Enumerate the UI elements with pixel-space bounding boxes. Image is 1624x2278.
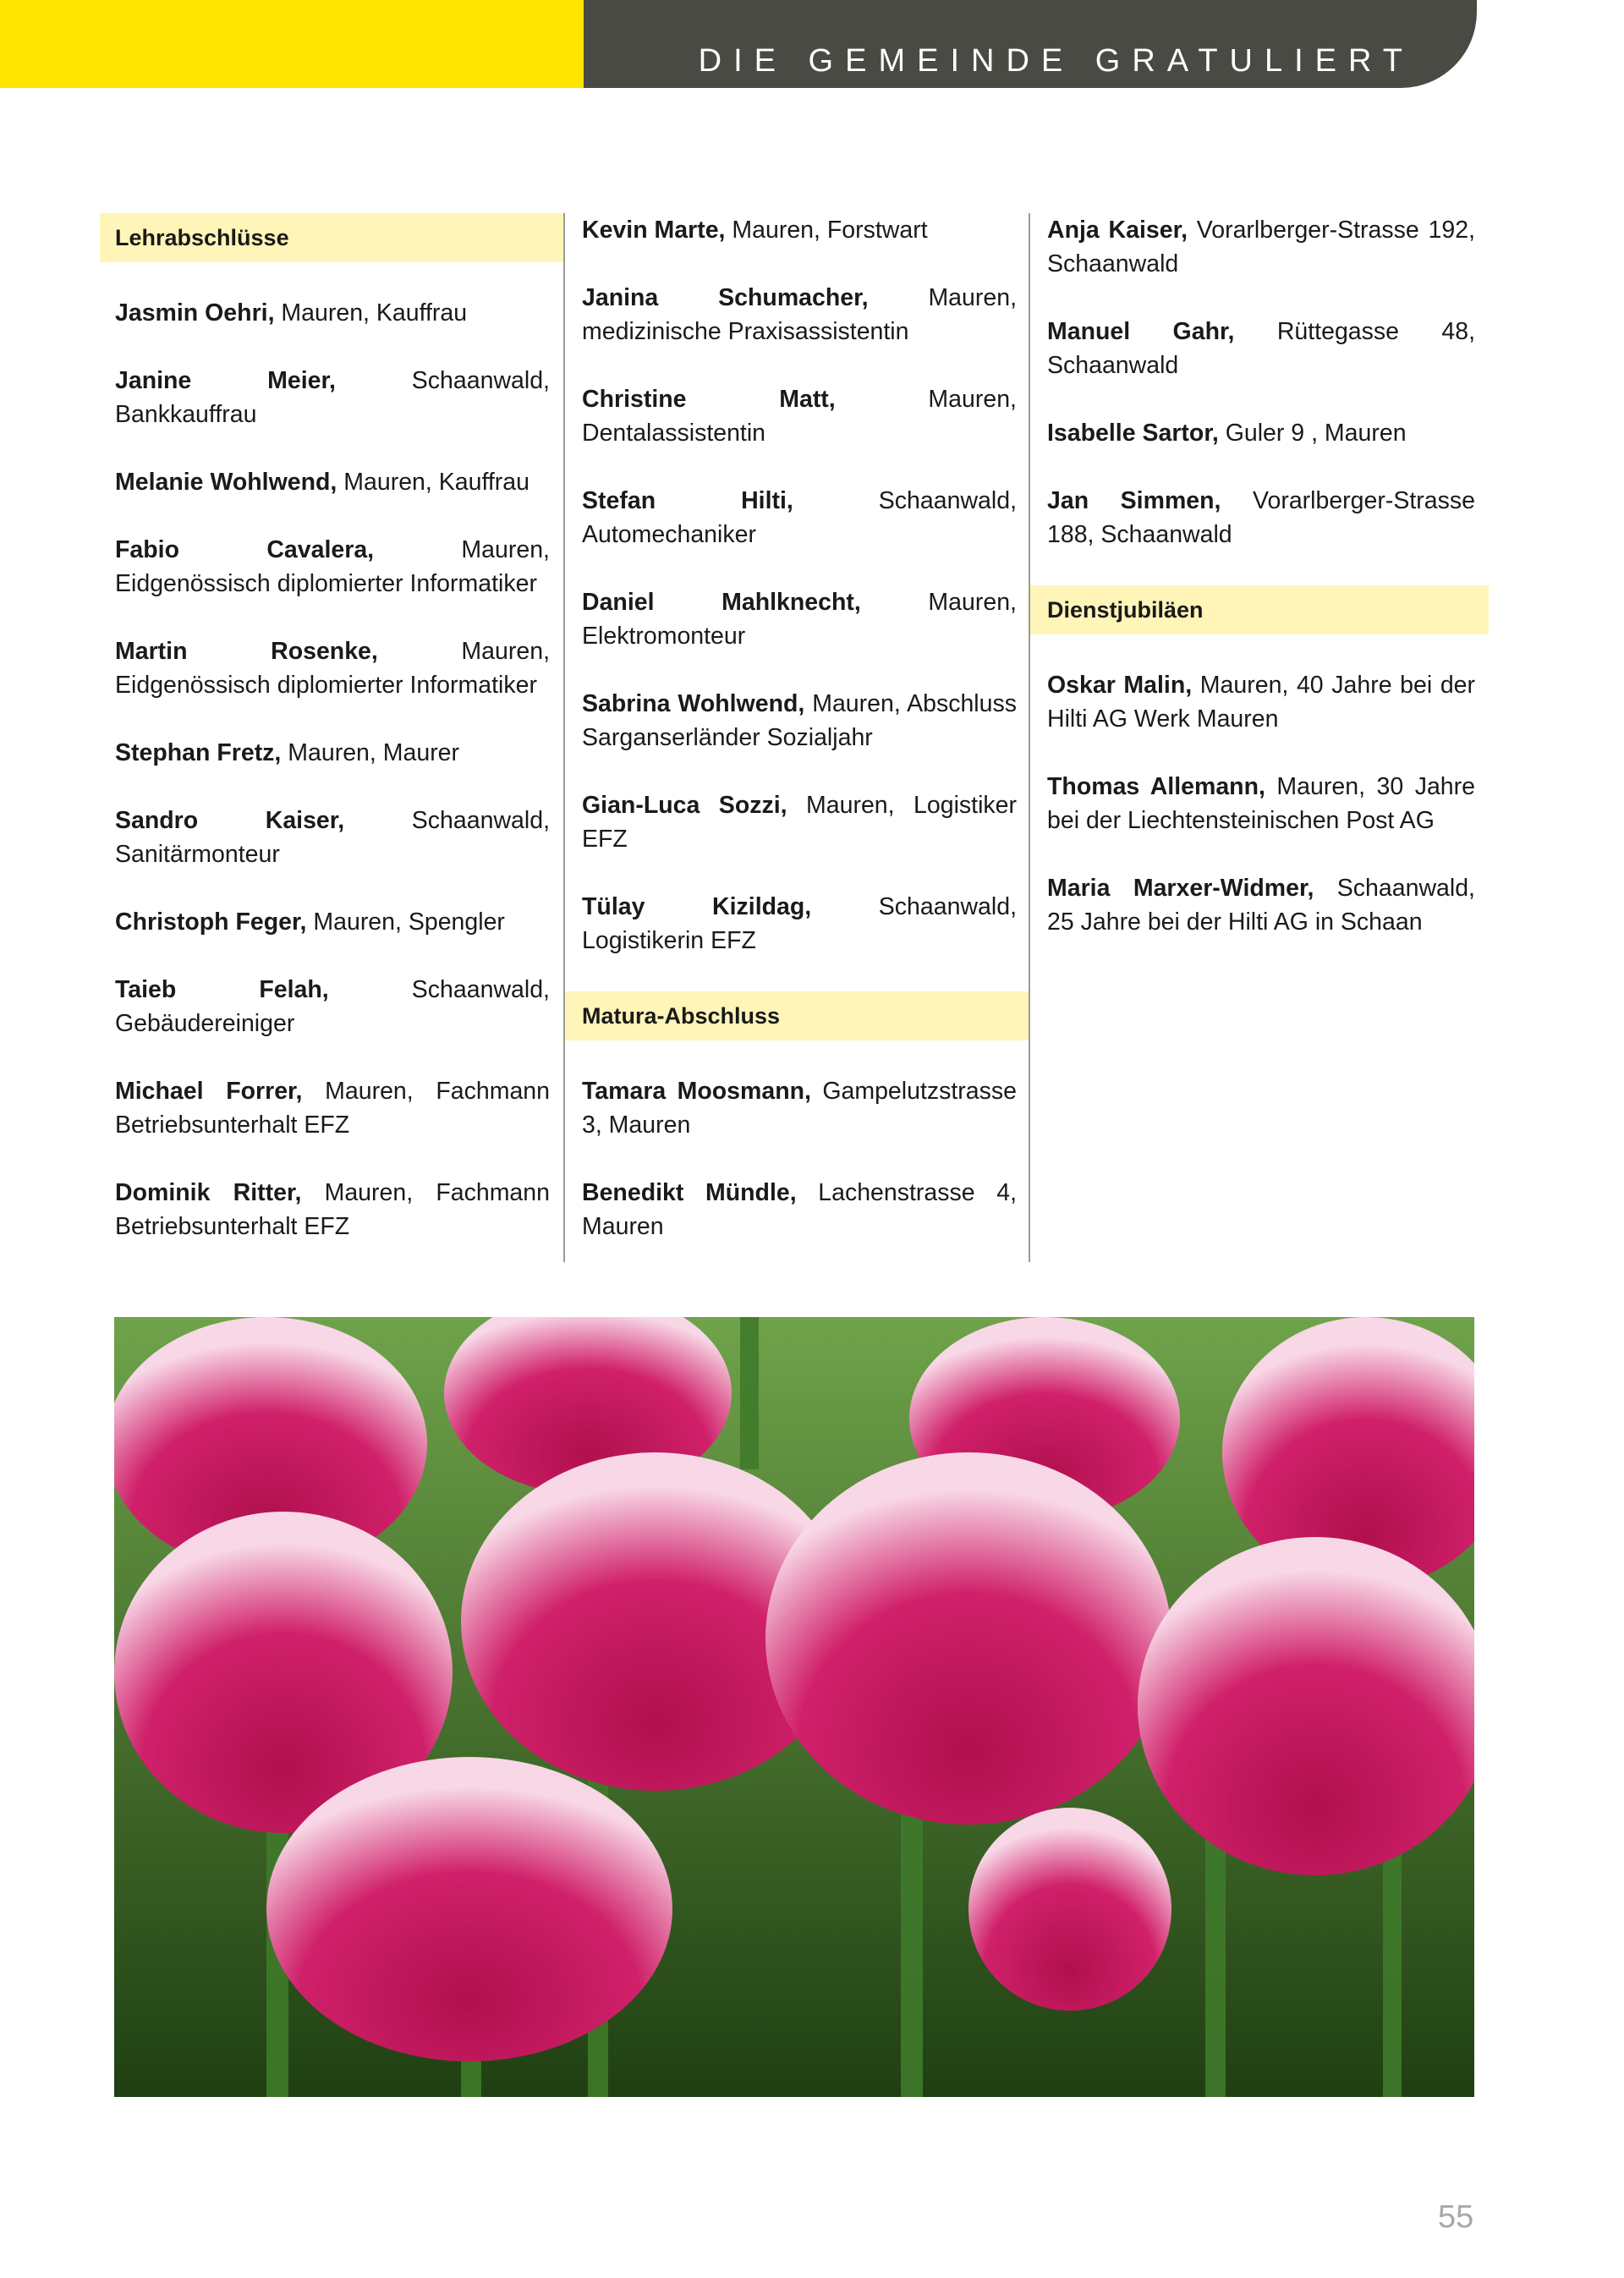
list-item [100,905,563,939]
tulip-photo [114,1317,1474,2097]
list-item [565,213,1030,247]
person-name: Stephan Fretz, [115,739,282,766]
person-name: Martin Rosenke, [115,638,378,665]
column-1 [100,213,563,1277]
list-item [565,281,1030,349]
person-name: Jasmin Oehri, [115,299,275,327]
person-details: Mauren, Maurer [281,739,460,766]
list-item [565,890,1030,958]
list-item [100,533,563,601]
header-title: DIE GEMEINDE GRATULIERT [698,43,1414,79]
list-item [565,382,1030,450]
person-details: Mauren, 40 Jahre bei der Hilti AG Werk Mauren [1047,672,1476,733]
person-name: Christoph Feger, [115,908,307,936]
list-item [1030,416,1489,450]
person-details: Mauren, Kauffrau [337,469,529,496]
person-name: Christine Matt, [582,386,836,413]
section-heading: Matura-Abschluss [565,991,1030,1040]
person-name: Jan Simmen, [1047,487,1221,514]
person-details: Schaanwald, Gebäudereiniger [115,976,550,1037]
person-name: Sandro Kaiser, [115,807,345,834]
list-item [100,973,563,1040]
list-item [100,364,563,431]
person-details: Mauren, Kauffrau [274,299,468,327]
person-details: Schaanwald, Bankkauffrau [115,367,550,428]
list-item [100,634,563,702]
person-details: Mauren, Logistiker EFZ [582,792,1017,853]
tulip-photo-illustration [114,1317,1474,2097]
column-2 [563,213,1030,1262]
list-item [1030,315,1489,382]
person-details: Schaanwald, Automechaniker [582,487,1017,548]
list-item [100,804,563,871]
list-item [565,585,1030,653]
person-name: Fabio Cavalera, [115,536,375,563]
person-details: Mauren, Abschluss Sarganserländer Sozialjahr [582,690,1017,751]
list-item [100,1176,563,1243]
person-name: Melanie Wohlwend, [115,469,337,496]
list-item [565,687,1030,755]
person-name: Michael Forrer, [115,1078,303,1105]
person-details: Schaanwald, 25 Jahre bei der Hilti AG in Schaan [1047,875,1475,936]
list-item [100,465,563,499]
person-name: Dominik Ritter, [115,1179,302,1206]
list-item [100,1074,563,1142]
person-name: Stefan Hilti, [582,487,793,514]
person-details: Mauren, Dentalassistentin [582,386,1017,447]
person-name: Benedikt Mündle, [582,1179,797,1206]
person-details: Mauren, Fachmann Betriebsunterhalt EFZ [115,1179,550,1240]
header-bar [584,0,1477,88]
person-details: Mauren, medizinische Praxisassistentin [582,284,1017,345]
person-details: Mauren, Fachmann Betriebsunterhalt EFZ [115,1078,550,1139]
person-details: Mauren, Eidgenössisch diplomierter Informatiker [115,536,550,597]
person-name: Sabrina Wohlwend, [582,690,805,717]
list-item [1030,770,1489,837]
person-details: Lachenstrasse 4, Mauren [582,1179,1018,1240]
person-details: Schaanwald, Logistikerin EFZ [582,893,1017,954]
list-item [1030,871,1489,939]
list-item [1030,668,1489,736]
list-item [565,1176,1030,1243]
person-name: Taieb Felah, [115,976,329,1003]
list-item [565,788,1030,856]
person-name: Oskar Malin, [1047,672,1193,699]
list-item [1030,213,1489,281]
person-details: Mauren, Spengler [306,908,505,936]
person-name: Maria Marxer-Widmer, [1047,875,1314,902]
person-name: Kevin Marte, [582,217,726,244]
list-item [100,296,563,330]
person-name: Janina Schumacher, [582,284,869,311]
list-item [565,484,1030,552]
person-details: Guler 9 , Mauren [1218,420,1407,447]
person-details: Rüttegasse 48, Schaanwald [1047,318,1475,379]
section-heading: Dienstjubiläen [1030,585,1489,634]
list-item [1030,484,1489,552]
column-3 [1029,213,1489,1262]
person-name: Manuel Gahr, [1047,318,1235,345]
person-details: Mauren, 30 Jahre bei der Liechtensteinischen Post AG [1047,773,1475,834]
person-name: Tamara Moosmann, [582,1078,811,1105]
person-details: Mauren, Eidgenössisch diplomierter Informatiker [115,638,550,699]
list-item [565,1074,1030,1142]
person-details: Gampelutzstrasse 3, Mauren [582,1078,1017,1139]
yellow-accent-bar [0,0,584,88]
list-item [100,736,563,770]
person-details: Vorarlberger-Strasse 188, Schaanwald [1047,487,1475,548]
person-name: Daniel Mahlknecht, [582,589,861,616]
person-name: Anja Kaiser, [1047,217,1188,244]
person-name: Isabelle Sartor, [1047,420,1219,447]
section-heading: Lehrabschlüsse [100,213,563,262]
person-name: Janine Meier, [115,367,336,394]
person-details: Schaanwald, Sanitärmonteur [115,807,550,868]
person-details: Mauren, Forstwart [725,217,928,244]
person-details: Vorarlberger-Strasse 192, Schaanwald [1047,217,1475,277]
page-number: 55 [1438,2199,1474,2235]
person-name: Gian-Luca Sozzi, [582,792,787,819]
person-name: Thomas Allemann, [1047,773,1265,800]
person-name: Tülay Kizildag, [582,893,812,920]
person-details: Mauren, Elektromonteur [582,589,1017,650]
